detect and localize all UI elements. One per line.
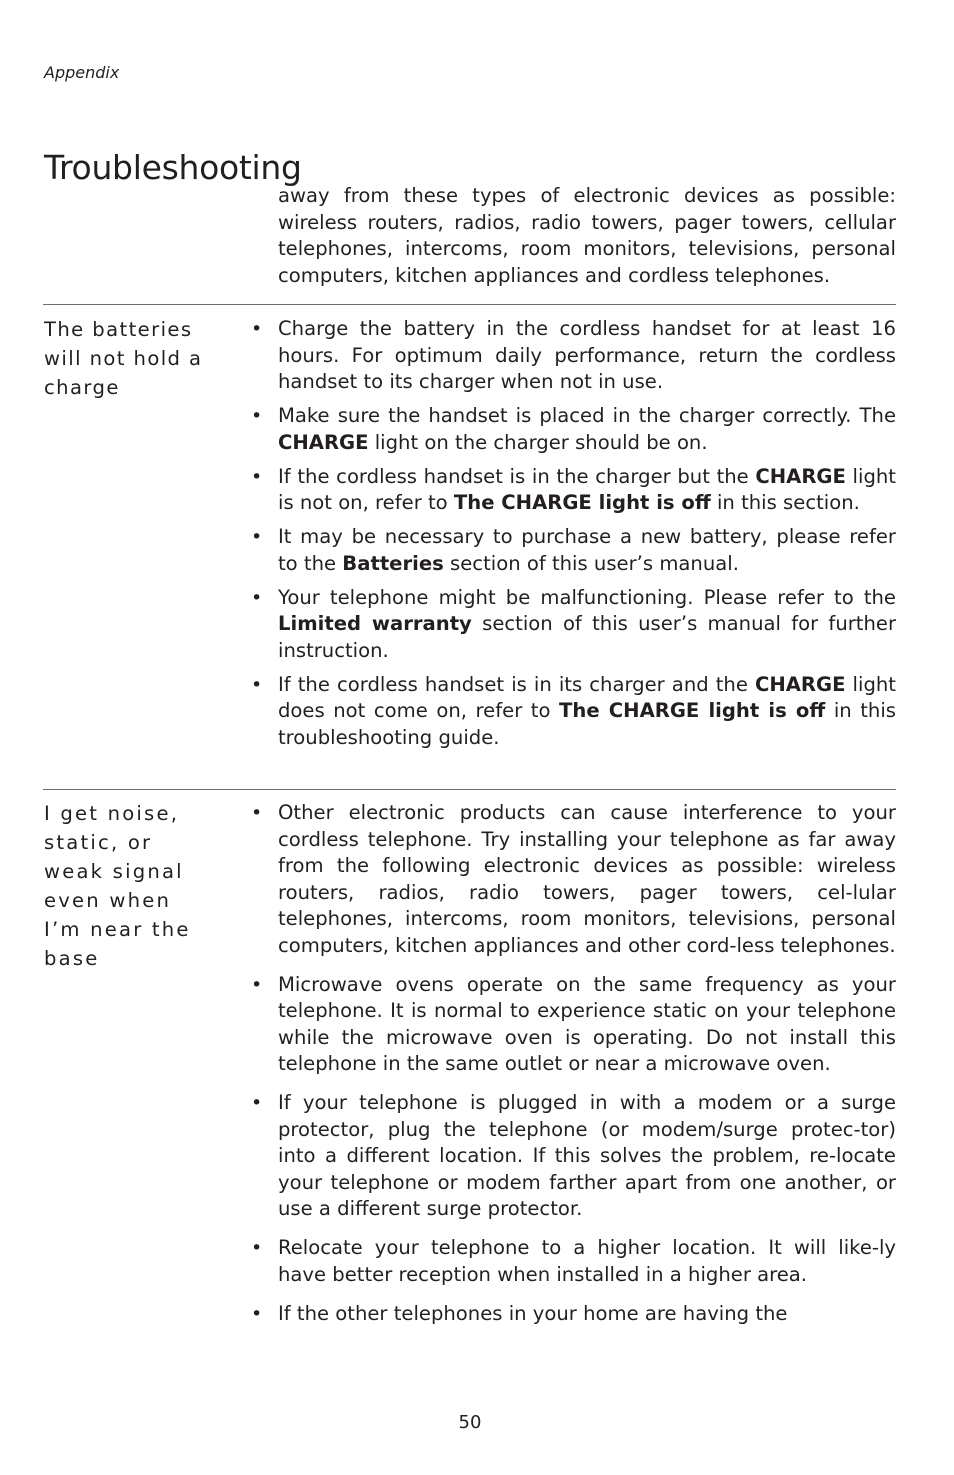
list-item: • Charge the battery in the cordless handset for at least 16 hours. For optimum daily performance, return the cordless handset to its charger when not in use. [251,317,896,393]
list-item: • If your telephone is plugged in with a modem or a surge protector, plug the telephone (or modem/surge protec-tor) into a different location. If this solves the problem, re-locate your telephone or modem farther apart from one another, or use a different surge protector. [251,1091,896,1220]
list-item: • It may be necessary to purchase a new battery, please refer to the Batteries section of this user’s manual. [251,525,896,575]
bullet-icon: • [251,673,263,696]
bullet-icon: • [251,465,263,488]
bullet-icon: • [251,1237,263,1259]
problem-noise: I get noise, static, or weak signal even when I’m near the base [44,802,191,970]
solutions-batteries [244,316,896,759]
divider-middle [43,789,896,790]
bullet-icon: • [251,973,263,996]
bullet-icon: • [251,318,263,340]
list-item: • If the cordless handset is in its charger and the CHARGE light does not come on, refer to The CHARGE light is off in this troubleshooting guide. [251,672,897,749]
bullet-icon: • [251,802,263,824]
bullet-icon: • [251,1302,263,1325]
page-title: Troubleshooting [44,148,302,188]
list-item: • If the cordless handset is in the charger but the CHARGE light is not on, refer to The CHARGE light is off in this section. [251,464,896,514]
bullet-icon: • [251,1092,263,1114]
list-item: • Relocate your telephone to a higher location. It will like-ly have better reception when installed in a higher area. [251,1236,896,1286]
list-item: • Microwave ovens operate on the same frequency as your telephone. It is normal to experience static on your telephone while the microwave oven is operating. Do not install this telephone in the same outlet or near a microwave oven. [251,972,896,1075]
bullet-icon: • [251,405,263,427]
bullet-icon: • [251,526,263,548]
list-item: • If the other telephones in your home are having the [244,1301,896,1328]
list-item: • Make sure the handset is placed in the charger correctly. The CHARGE light on the charger should be on. [251,404,896,454]
intro-paragraph: away from these types of electronic devices as possible: wireless routers, radios, radio towers, pager towers, cellular telephones, intercoms, room monitors, televisions, personal computers, kitchen appliances and cordless telephones. [278,184,896,287]
divider-top [43,304,896,305]
list-item: • Other electronic products can cause interference to your cordless telephone. Try installing your telephone as far away from the following electronic devices as possible: wireless routers, radios, radio towers, pager towers, cel-lular telephones, intercoms, room monitors, televisions, personal computers, kitchen appliances and other cord-less telephones. [251,801,896,957]
section-label: Appendix [44,63,120,82]
list-item: • Your telephone might be malfunctioning. Please refer to the Limited warranty section of this user’s manual for further instruction. [251,585,897,662]
page-number: 50 [458,1412,482,1433]
solutions-noise [244,800,896,1340]
problem-batteries: The batteries will not hold a charge [44,318,203,399]
bullet-icon: • [251,586,263,609]
